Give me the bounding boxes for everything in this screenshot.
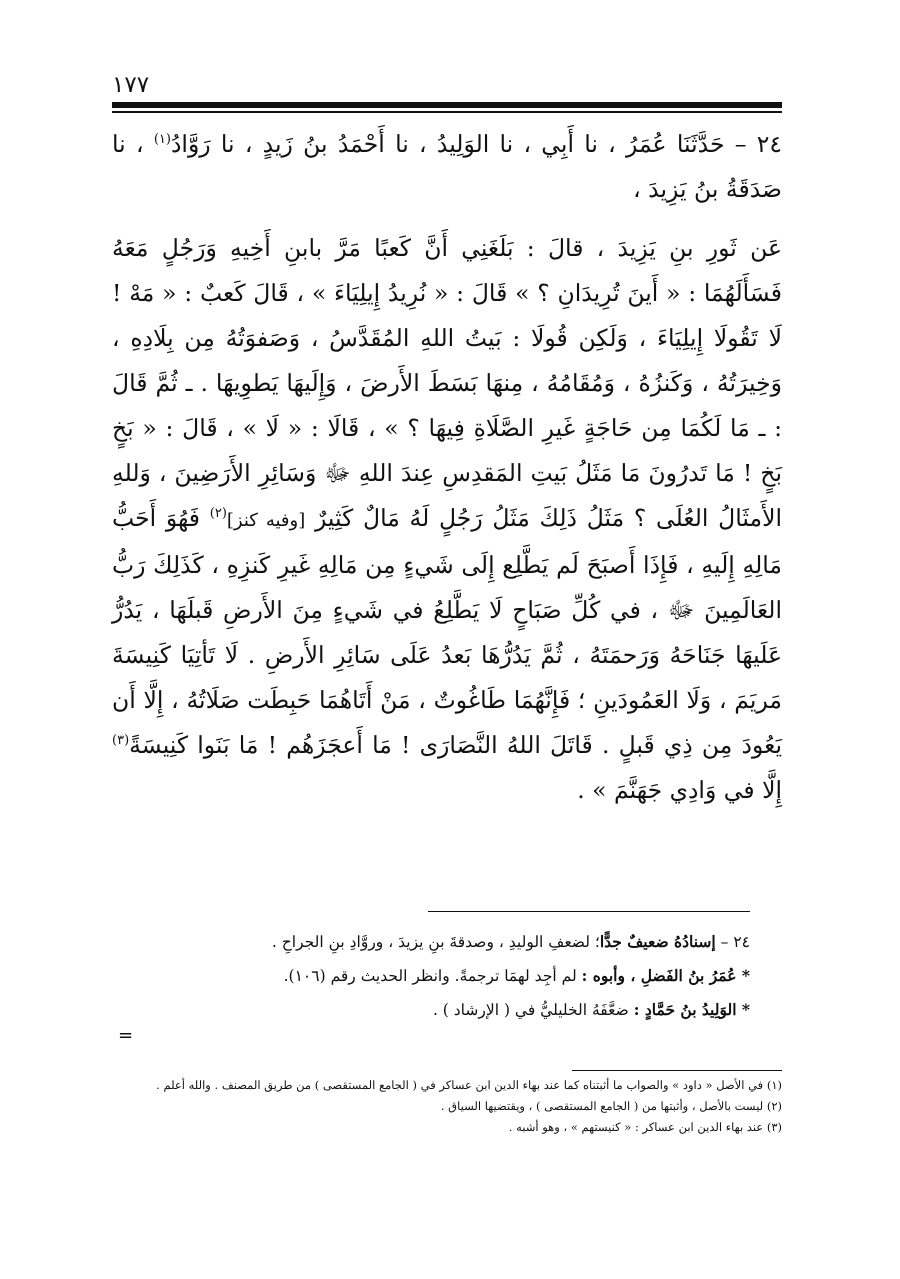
footnote-3: (٣) عند بهاء الدين ابن عساكر : « كنيستهم » ، وهو أشبه . [508, 1120, 782, 1134]
footnote-1: (١) في الأصل « داود » والصواب ما أثبتناه كما عند بهاء الدين ابن عساكر في ( الجامع المستقصى ) من طريق المصنف . والله أعلم . [156, 1078, 782, 1092]
narrator-name-2: * الوَلِيدُ بنُ حَمَّادٍ : [633, 1000, 750, 1019]
footnote-ref-3: (٣) [112, 733, 130, 749]
header-rule-thin [112, 111, 782, 113]
hadith-matn [112, 226, 782, 813]
footnote-ref-1: (١) [153, 132, 171, 148]
matn-part-2: فَهُوَ أَحَبُّ مَالِهِ إِلَيهِ ، فَإِذَا أَصبَحَ لَم يَطَّلِع إِلَى شَيءٍ مِن مَالِهِ غَيرِ كَنزِهِ ، كَذَلِكَ رَبُّ العَالَمِينَ ﷻ ، في كُلِّ صَبَاحٍ لَا يَطَّلِعُ في شَيءٍ مِنَ الأَرضِ قَبلَهَا ، يَدُرُّ عَلَيهَا جَنَاحَهُ وَرَحمَتَهُ ، ثُمَّ يَدُرُّهَا بَعدُ عَلَى سَائِرِ الأَرضِ . لَا تَأتِيَا كَنِيسَةَ مَريَمَ ، وَلَا العَمُودَينِ ؛ فَإِنَّهُمَا طَاغُوتٌ ، مَنْ أَتَاهُمَا حَبِطَت صَلَاتُهُ ، إِلَّا أَن يَعُودَ مِن ذِي قَبلٍ . قَاتَلَ اللهُ النَّصَارَى ! مَا أَعجَزَهُم ! مَا بَنَوا كَنِيسَةً [112, 504, 782, 759]
footnote-ref-2: (٢) [209, 506, 227, 522]
note-line-1 [112, 925, 750, 959]
note-number: ٢٤ – [715, 933, 750, 951]
note-reason: ؛ لضعفِ الوليدِ ، وصدقةَ بنِ يزيدَ ، وروَّادِ بنِ الجراحِ . [271, 933, 600, 951]
continuation-mark: = [118, 1025, 134, 1046]
notes-divider [428, 911, 750, 912]
footnotes-divider [572, 1070, 782, 1071]
header-rule-thick [112, 102, 782, 108]
narrator-comment-1: لم أجِد لهمَا ترجمةً. وانظر الحديث رقم (١٠٦). [283, 967, 577, 985]
matn-part-3: إِلَّا في وَادِي جَهَنَّمَ » . [577, 776, 782, 804]
narrator-comment-2: ضعَّفَهُ الخليليُّ في ( الإرشاد ) . [432, 1001, 629, 1019]
bracket-note: [وفيه كنز] [226, 510, 306, 531]
footnotes [112, 1075, 782, 1138]
takhrij-notes [112, 925, 750, 1027]
isnad-text: ٢٤ – حَدَّثَنَا عُمَرُ ، نا أَبِي ، نا الوَلِيدُ ، نا أَحْمَدُ بنُ زَيدٍ ، نا رَوَّادُ [170, 130, 782, 158]
note-line-2 [112, 959, 750, 993]
hadith-text [112, 122, 782, 813]
footnote-2: (٢) ليست بالأصل ، وأثبتها من ( الجامع المستقصى ) ، ويقتضيها السياق . [440, 1099, 782, 1113]
narrator-name-1: * عُمَرُ بنُ الفَضلِ ، وأبوه : [581, 966, 750, 985]
note-verdict: إسنادُهُ ضعيفٌ جدًّا [599, 932, 716, 951]
hadith-isnad [112, 122, 782, 212]
isnad-end: ، نا صَدَقَةُ بنُ يَزِيدَ ، [112, 130, 782, 203]
matn-part-1: عَن ثَورِ بنِ يَزِيدَ ، قالَ : بَلَغَنِي أَنَّ كَعبًا مَرَّ بابنِ أَخِيهِ وَرَجُلٍ مَعَهُ فَسَأَلَهُمَا : « أَينَ تُرِيدَانِ ؟ » قَالَ : « نُرِيدُ إِيلِيَاءَ » ، قَالَ كَعبٌ : « مَهْ ! لَا تَقُولَا إِيلِيَاءَ ، وَلَكِن قُولَا : بَيتُ اللهِ المُقَدَّسُ ، وَصَفوَتُهُ مِن بِلَادِهِ ، وَخِيرَتُهُ ، وَكَنزُهُ ، وَمُقَامُهُ ، مِنهَا بَسَطَ الأَرضَ ، وَإِلَيهَا يَطوِيهَا . ـ ثُمَّ قَالَ : ـ مَا لَكُمَا مِن حَاجَةٍ غَيرِ الصَّلَاةِ فِيهَا ؟ » ، قَالَا : « لَا » ، قَالَ : « بَخٍ بَخٍ ! مَا تَدرُونَ مَا مَثَلُ بَيتِ المَقدِسِ عِندَ اللهِ ﷻ وَسَائِرِ الأَرَضِينَ ، وَللهِ الأَمثَالُ العُلَى ؟ مَثَلُ ذَلِكَ مَثَلُ رَجُلٍ لَهُ مَالٌ كَثِيرٌ [112, 234, 782, 532]
page-number: ١٧٧ [112, 72, 150, 98]
note-line-3 [112, 993, 750, 1027]
